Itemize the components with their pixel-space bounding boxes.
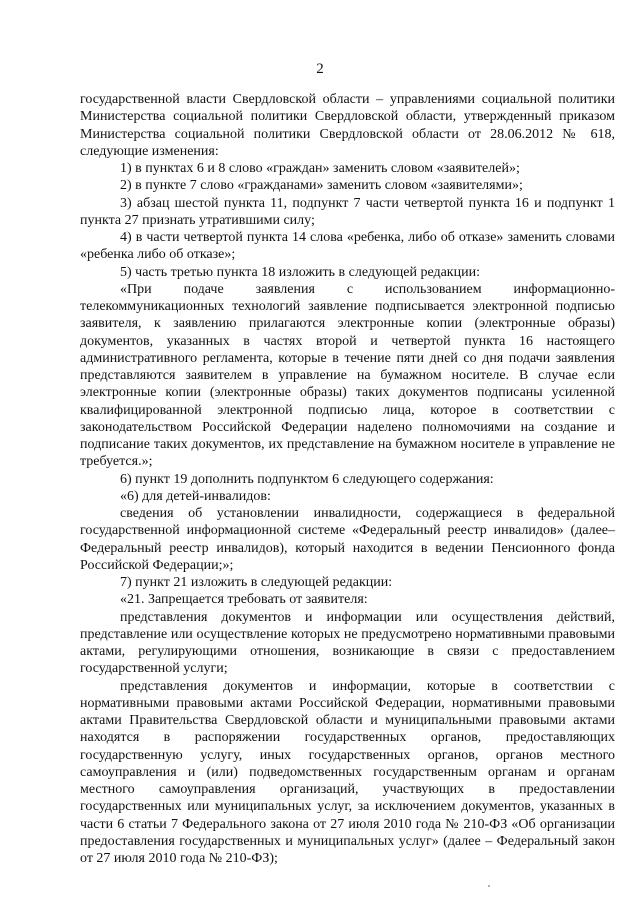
- paragraph: представления документов и информации, которые в соответствии с нормативными правовыми актами Российской Федерации, нормативными правовыми актами Правительства Свердловской области и муниципальными правовыми актами находятся в распоряжении государственных органов, предоставляющих государственную услугу, иных государственных органов, органов местного самоуправления и (или) подведомственных государственным органам и органам местного самоуправления организаций, участвующих в предоставлении государственных или муниципальных услуг, за исключением документов, указанных в части 6 статьи 7 Федерального закона от 27 июля 2010 года № 210-ФЗ «Об организации предоставления государственных и муниципальных услуг» (далее – Федеральный закон от 27 июля 2010 года № 210-ФЗ);: [80, 678, 615, 866]
- paragraph: 5) часть третью пункта 18 изложить в следующей редакции:: [120, 264, 480, 280]
- paragraph: 2) в пункте 7 слово «гражданами» заменить словом «заявителями»;: [120, 178, 523, 194]
- paragraph: 4) в части четвертой пункта 14 слова «ребенка, либо об отказе» заменить словами «ребенка либо об отказе»;: [80, 230, 615, 263]
- document-body: [80, 91, 615, 867]
- scan-speck: [488, 885, 490, 887]
- page-number: 2: [316, 61, 324, 77]
- paragraph: «При подаче заявления с использованием информационно-телекоммуникационных технологий заявление подписывается электронной подписью заявителя, к заявлению прилагаются электронные копии (электронные образы) документов, указанных в частях второй и четвертой пункта 16 настоящего административного регламента, которые в течение пяти дней со дня подачи заявления представляются заявителем в управление на бумажном носителе. В случае если электронные копии (электронные образы) таких документов подписаны усиленной квалифицированной электронной подписью лица, которое в соответствии с законодательством Российской Федерации наделено полномочиями на создание и подписание таких документов, их представление на бумажном носителе в управление не требуется.»;: [80, 281, 615, 470]
- paragraph: государственной власти Свердловской области – управлениями социальной политики Министерства социальной политики Свердловской области, утвержденный приказом Министерства социальной политики Свердловской области от 28.06.2012 № 618, следующие изменения:: [80, 92, 615, 159]
- paragraph: «6) для детей-инвалидов:: [120, 488, 271, 504]
- paragraph: 1) в пунктах 6 и 8 слово «граждан» заменить словом «заявителей»;: [120, 161, 520, 176]
- paragraph: 6) пункт 19 дополнить подпунктом 6 следующего содержания:: [120, 471, 494, 487]
- paragraph: 7) пункт 21 изложить в следующей редакции:: [120, 575, 393, 590]
- paragraph: «21. Запрещается требовать от заявителя:: [120, 592, 368, 608]
- paragraph: сведения об установлении инвалидности, содержащиеся в федеральной государственной информационной системе «Федеральный реестр инвалидов» (далее– Федеральный реестр инвалидов), который находится в ведении Пенсионного фонда Российской Федерации;»;: [80, 506, 615, 573]
- paragraph: представления документов и информации или осуществления действий, представление или осуществление которых не предусмотрено нормативными правовыми актами, регулирующими отношения, возникающие в связи с предоставлением государственной услуги;: [80, 609, 615, 677]
- paragraph: 3) абзац шестой пункта 11, подпункт 7 части четвертой пункта 16 и подпункт 1 пункта 27 признать утратившими силу;: [80, 195, 615, 228]
